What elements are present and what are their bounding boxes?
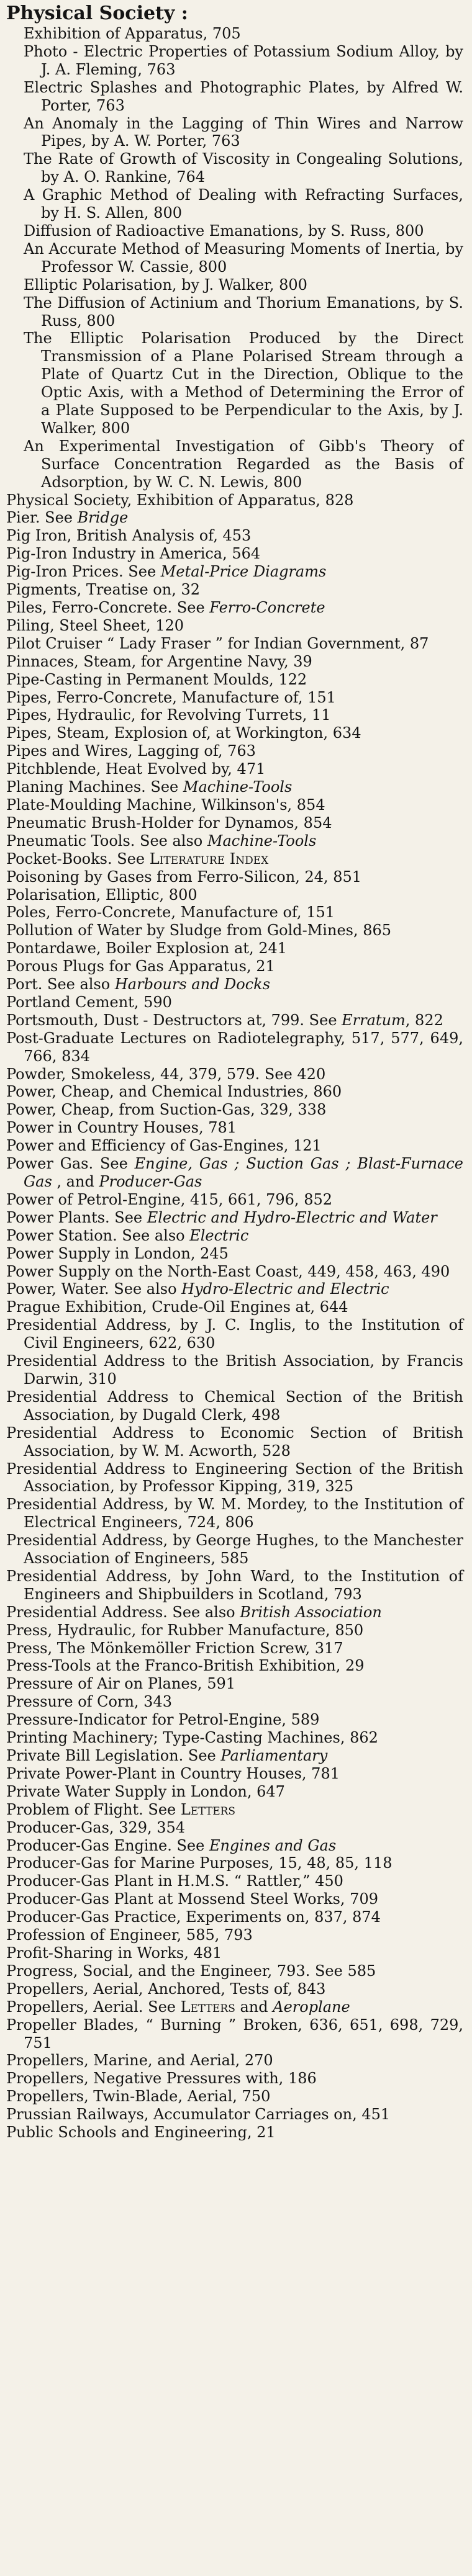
entry-text: Pressure-Indicator for Petrol-Engine, 589 — [6, 1711, 320, 1729]
entry-text: Pipes, Ferro-Concrete, Manufacture of, 151 — [6, 688, 336, 706]
entry-text: Progress, Social, and the Engineer, 793. See 585 — [6, 1962, 376, 1980]
entry-text: Private Water Supply in London, 647 — [6, 1782, 285, 1800]
cross-reference-italic: Machine-Tools — [183, 778, 293, 796]
entry-text: Pocket-Books. See — [6, 850, 150, 868]
index-entry — [6, 635, 463, 653]
cross-reference-smallcaps: Letters — [180, 1998, 235, 2016]
index-entry — [6, 617, 463, 635]
index-entry — [6, 994, 463, 1012]
index-entry — [6, 1227, 463, 1245]
index-subentry — [6, 222, 463, 240]
entry-text: Power, Cheap, from Suction-Gas, 329, 338 — [6, 1101, 327, 1119]
index-entry — [6, 958, 463, 976]
entry-text: Portland Cement, 590 — [6, 993, 172, 1011]
entry-text: Problem of Flight. See — [6, 1800, 181, 1818]
index-entry — [6, 1801, 463, 1819]
index-entry — [6, 1908, 463, 1926]
entry-text: Pig-Iron Prices. See — [6, 563, 161, 581]
index-entry — [6, 940, 463, 958]
entry-text: Photo - Electric Properties of Potassium Sodium Alloy, by J. A. Fleming, 763 — [24, 42, 463, 78]
index-entry — [6, 545, 463, 563]
cross-reference-italic: Parliamentary — [220, 1747, 328, 1764]
entry-text: Power Gas. See — [6, 1155, 135, 1173]
cross-reference-italic: Engines and Gas — [209, 1836, 337, 1854]
index-entry — [6, 796, 463, 814]
entry-text: Profession of Engineer, 585, 793 — [6, 1926, 253, 1944]
index-entry — [6, 1711, 463, 1729]
entry-text: Pipe-Casting in Permanent Moulds, 122 — [6, 670, 307, 688]
entry-text: Exhibition of Apparatus, 705 — [24, 25, 241, 42]
index-entry — [6, 706, 463, 724]
entry-text: Portsmouth, Dust - Destructors at, 799. See — [6, 1011, 342, 1029]
cross-reference-italic: Producer-Gas — [99, 1173, 202, 1190]
entry-text: Power Supply on the North-East Coast, 449, 458, 463, 490 — [6, 1262, 450, 1280]
index-subentry — [6, 150, 463, 186]
entry-text: Producer-Gas Engine. See — [6, 1836, 209, 1854]
entry-text: Press, Hydraulic, for Rubber Manufacture, 850 — [6, 1621, 364, 1639]
index-entry — [6, 1568, 463, 1604]
index-entry — [6, 509, 463, 527]
index-entry — [6, 1729, 463, 1747]
cross-reference-italic: Hydro-Electric and Electric — [181, 1280, 389, 1298]
entry-text: Public Schools and Engineering, 21 — [6, 2124, 276, 2142]
entry-text-tail: , 822 — [405, 1011, 443, 1029]
index-entry — [6, 2124, 463, 2142]
entry-text: Plate-Moulding Machine, Wilkinson's, 854 — [6, 796, 325, 814]
entry-text: Prussian Railways, Accumulator Carriages on, 451 — [6, 2106, 391, 2124]
entry-text: Presidential Address, by George Hughes, to the Manchester Association of Engineers, 585 — [6, 1532, 463, 1568]
entry-text: The Rate of Growth of Viscosity in Congealing Solutions, by A. O. Rankine, 764 — [24, 150, 463, 186]
entry-text: Diffusion of Radioactive Emanations, by S. Russ, 800 — [24, 222, 424, 240]
index-entry — [6, 1926, 463, 1944]
index-subentry — [6, 240, 463, 276]
entry-text: Producer-Gas Plant at Mossend Steel Works, 709 — [6, 1890, 378, 1908]
index-entry — [6, 527, 463, 545]
index-entry — [6, 1693, 463, 1711]
index-entry — [6, 1980, 463, 1998]
index-entry — [6, 1245, 463, 1263]
index-entry — [6, 814, 463, 832]
index-entry — [6, 689, 463, 707]
index-entry — [6, 886, 463, 904]
entry-text: Profit-Sharing in Works, 481 — [6, 1944, 222, 1962]
cross-reference-italic: Machine-Tools — [207, 832, 317, 850]
entry-text: Pilot Cruiser “ Lady Fraser ” for Indian Government, 87 — [6, 634, 429, 652]
index-entry — [6, 671, 463, 689]
index-entry — [6, 1191, 463, 1209]
index-entry — [6, 1209, 463, 1227]
index-entry — [6, 1640, 463, 1658]
entry-text: Private Power-Plant in Country Houses, 781 — [6, 1764, 340, 1782]
index-entry — [6, 1837, 463, 1855]
entry-text: An Experimental Investigation of Gibb's Theory of Surface Concentration Regarded as the Basis of Adsorption, by W. C. N. Lewis, 800 — [24, 437, 463, 491]
index-entry — [6, 2106, 463, 2124]
entry-text: Power in Country Houses, 781 — [6, 1119, 237, 1137]
index-entry — [6, 1657, 463, 1675]
entry-text: Power of Petrol-Engine, 415, 661, 796, 852 — [6, 1190, 332, 1208]
index-entry — [6, 563, 463, 581]
entry-text: Pigments, Treatise on, 32 — [6, 581, 200, 599]
index-entry — [6, 1460, 463, 1496]
entry-text: Planing Machines. See — [6, 778, 183, 796]
index-entry — [6, 1783, 463, 1801]
index-entry — [6, 1137, 463, 1155]
index-entry — [6, 1280, 463, 1298]
index-entry — [6, 868, 463, 886]
entry-text: Producer-Gas Plant in H.M.S. “ Rattler,” 450 — [6, 1872, 343, 1890]
index-entry-list — [6, 25, 463, 2142]
entry-text: Private Bill Legislation. See — [6, 1747, 221, 1764]
index-entry — [6, 1532, 463, 1568]
cross-reference-italic: Electric and Hydro-Electric and Water — [147, 1208, 437, 1226]
entry-text: Pinnaces, Steam, for Argentine Navy, 39 — [6, 652, 312, 670]
entry-text: Pneumatic Brush-Holder for Dynamos, 854 — [6, 814, 332, 832]
entry-text: Physical Society, Exhibition of Apparatus, 828 — [6, 491, 354, 509]
entry-text: Presidential Address to Chemical Section of the British Association, by Dugald Clerk, 498 — [6, 1388, 463, 1424]
index-entry — [6, 1622, 463, 1640]
entry-text: A Graphic Method of Dealing with Refracting Surfaces, by H. S. Allen, 800 — [24, 186, 463, 222]
entry-text: An Anomaly in the Lagging of Thin Wires and Narrow Pipes, by A. W. Porter, 763 — [24, 114, 463, 150]
entry-text: Pneumatic Tools. See also — [6, 832, 207, 850]
entry-text: Producer-Gas for Marine Purposes, 15, 48, 85, 118 — [6, 1854, 393, 1872]
index-entry — [6, 1083, 463, 1101]
index-entry — [6, 2070, 463, 2088]
entry-text: Piles, Ferro-Concrete. See — [6, 599, 210, 616]
index-entry — [6, 491, 463, 509]
cross-reference-italic: Electric — [189, 1226, 249, 1244]
cross-reference-italic: Metal-Price Diagrams — [160, 563, 327, 581]
cross-reference-italic: Ferro-Concrete — [209, 599, 325, 616]
entry-text: Pipes, Steam, Explosion of, at Workington, 634 — [6, 724, 361, 742]
entry-text: Power Supply in London, 245 — [6, 1244, 229, 1262]
entry-text-tail: , and — [52, 1173, 99, 1190]
index-entry — [6, 976, 463, 994]
entry-text: Post-Graduate Lectures on Radiotelegraphy, 517, 577, 649, 766, 834 — [6, 1029, 463, 1065]
index-subentry — [6, 43, 463, 79]
index-subentry — [6, 294, 463, 330]
entry-text: Poisoning by Gases from Ferro-Silicon, 24, 851 — [6, 868, 362, 886]
index-entry — [6, 742, 463, 760]
entry-text: Propellers, Aerial, Anchored, Tests of, 843 — [6, 1980, 326, 1998]
index-entry — [6, 1263, 463, 1281]
index-subentry — [6, 276, 463, 294]
entry-text: Propellers, Twin-Blade, Aerial, 750 — [6, 2088, 271, 2106]
entry-text: Pipes and Wires, Lagging of, 763 — [6, 742, 256, 760]
cross-reference-italic: Engine, Gas ; Suction Gas ; Blast-Furnace Gas — [24, 1155, 463, 1190]
entry-text: Electric Splashes and Photographic Plates, by Alfred W. Porter, 763 — [24, 78, 463, 114]
entry-text: Power, Water. See also — [6, 1280, 182, 1298]
index-entry — [6, 922, 463, 940]
entry-text: Presidential Address to the British Association, by Francis Darwin, 310 — [6, 1352, 463, 1388]
index-entry — [6, 1675, 463, 1693]
index-entry — [6, 1872, 463, 1890]
index-entry — [6, 778, 463, 796]
index-subentry — [6, 438, 463, 491]
index-subentry — [6, 25, 463, 43]
entry-text: Piling, Steel Sheet, 120 — [6, 616, 184, 634]
entry-text-tail: and — [235, 1998, 273, 2016]
index-entry — [6, 1030, 463, 1066]
index-entry — [6, 2052, 463, 2070]
index-entry — [6, 904, 463, 922]
index-entry — [6, 1155, 463, 1191]
index-entry — [6, 1352, 463, 1388]
cross-reference-italic: Bridge — [77, 509, 129, 527]
cross-reference-italic: British Association — [240, 1603, 382, 1621]
index-subentry — [6, 115, 463, 151]
index-entry — [6, 1890, 463, 1908]
cross-reference-italic: Erratum — [342, 1011, 406, 1029]
index-entry — [6, 1944, 463, 1962]
index-entry — [6, 832, 463, 850]
index-entry — [6, 1298, 463, 1316]
entry-text: Presidential Address, by John Ward, to the Institution of Engineers and Shipbuilders in Scotland, 793 — [6, 1567, 463, 1603]
entry-text: Producer-Gas, 329, 354 — [6, 1818, 186, 1836]
index-entry — [6, 850, 463, 868]
entry-text: Propellers, Negative Pressures with, 186 — [6, 2070, 317, 2088]
cross-reference-smallcaps: Literature Index — [149, 850, 269, 868]
index-entry — [6, 1998, 463, 2016]
index-entry — [6, 599, 463, 617]
cross-reference-smallcaps: Letters — [180, 1800, 236, 1818]
index-entry — [6, 653, 463, 671]
index-entry — [6, 760, 463, 778]
index-entry — [6, 1747, 463, 1765]
entry-text: Press, The Mönkemöller Friction Screw, 317 — [6, 1639, 343, 1657]
entry-text: Presidential Address, by W. M. Mordey, to the Institution of Electrical Engineers, 724, 806 — [6, 1496, 463, 1532]
index-entry — [6, 724, 463, 742]
entry-text: Printing Machinery; Type-Casting Machines, 862 — [6, 1729, 378, 1747]
entry-text: Power Plants. See — [6, 1208, 147, 1226]
entry-text: Prague Exhibition, Crude-Oil Engines at, 644 — [6, 1298, 348, 1316]
entry-text: Press-Tools at the Franco-British Exhibition, 29 — [6, 1657, 365, 1675]
entry-text: Presidential Address. See also — [6, 1603, 240, 1621]
index-entry — [6, 1316, 463, 1352]
entry-text: Power and Efficiency of Gas-Engines, 121 — [6, 1137, 322, 1155]
index-entry — [6, 1496, 463, 1532]
index-entry — [6, 2016, 463, 2052]
entry-text: Powder, Smokeless, 44, 379, 579. See 420 — [6, 1065, 326, 1083]
index-entry — [6, 1012, 463, 1030]
entry-text: An Accurate Method of Measuring Moments of Inertia, by Professor W. Cassie, 800 — [24, 240, 463, 276]
entry-text: Elliptic Polarisation, by J. Walker, 800 — [24, 276, 307, 294]
entry-text: Pressure of Corn, 343 — [6, 1693, 172, 1711]
entry-text: Pipes, Hydraulic, for Revolving Turrets, 11 — [6, 706, 331, 724]
index-entry — [6, 1819, 463, 1837]
index-entry — [6, 1119, 463, 1137]
entry-text: Polarisation, Elliptic, 800 — [6, 886, 197, 904]
index-entry — [6, 1962, 463, 1980]
entry-text: Power Station. See also — [6, 1226, 190, 1244]
index-entry — [6, 1604, 463, 1622]
entry-text: Producer-Gas Practice, Experiments on, 837, 874 — [6, 1908, 381, 1926]
entry-text: Porous Plugs for Gas Apparatus, 21 — [6, 958, 275, 976]
entry-text: Propellers, Marine, and Aerial, 270 — [6, 2052, 273, 2070]
index-entry — [6, 1066, 463, 1084]
index-entry — [6, 1765, 463, 1783]
entry-text: Pollution of Water by Sludge from Gold-Mines, 865 — [6, 922, 392, 940]
entry-text: The Diffusion of Actinium and Thorium Emanations, by S. Russ, 800 — [24, 294, 463, 330]
entry-text: Poles, Ferro-Concrete, Manufacture of, 151 — [6, 904, 335, 922]
section-heading: Physical Society : — [6, 2, 188, 24]
entry-text: Pitchblende, Heat Evolved by, 471 — [6, 760, 266, 778]
entry-text: Pontardawe, Boiler Explosion at, 241 — [6, 940, 288, 958]
entry-text: Pig Iron, British Analysis of, 453 — [6, 527, 252, 545]
entry-text: Presidential Address, by J. C. Inglis, to the Institution of Civil Engineers, 622, 630 — [6, 1316, 463, 1352]
entry-text: Pressure of Air on Planes, 591 — [6, 1675, 235, 1693]
entry-text: Pier. See — [6, 509, 78, 527]
index-entry — [6, 1388, 463, 1424]
cross-reference-italic: Aeroplane — [273, 1998, 350, 2016]
index-subentry — [6, 330, 463, 437]
index-entry — [6, 1101, 463, 1119]
index-entry — [6, 1854, 463, 1872]
entry-text: The Elliptic Polarisation Produced by the Direct Transmission of a Plane Polarised Stream through a Plate of Quartz Cut in the Direction, Oblique to the Optic Axis, with a Method of Determining the Error of a Plate Supposed to be Perpendicular to the Axis, by J. Walker, 800 — [24, 330, 463, 437]
cross-reference-italic: Harbours and Docks — [114, 976, 271, 994]
entry-text: Presidential Address to Economic Section of British Association, by W. M. Acworth, 528 — [6, 1424, 463, 1460]
entry-text: Power, Cheap, and Chemical Industries, 860 — [6, 1083, 342, 1101]
index-entry — [6, 1424, 463, 1460]
entry-text: Port. See also — [6, 976, 115, 994]
entry-text: Presidential Address to Engineering Section of the British Association, by Professor Kipping, 319, 325 — [6, 1460, 463, 1496]
index-subentry — [6, 79, 463, 115]
index-entry — [6, 2088, 463, 2106]
entry-text: Pig-Iron Industry in America, 564 — [6, 545, 261, 563]
entry-text: Propeller Blades, “ Burning ” Broken, 636, 651, 698, 729, 751 — [6, 2016, 463, 2052]
index-entry — [6, 581, 463, 599]
entry-text: Propellers, Aerial. See — [6, 1998, 181, 2016]
index-subentry — [6, 186, 463, 222]
